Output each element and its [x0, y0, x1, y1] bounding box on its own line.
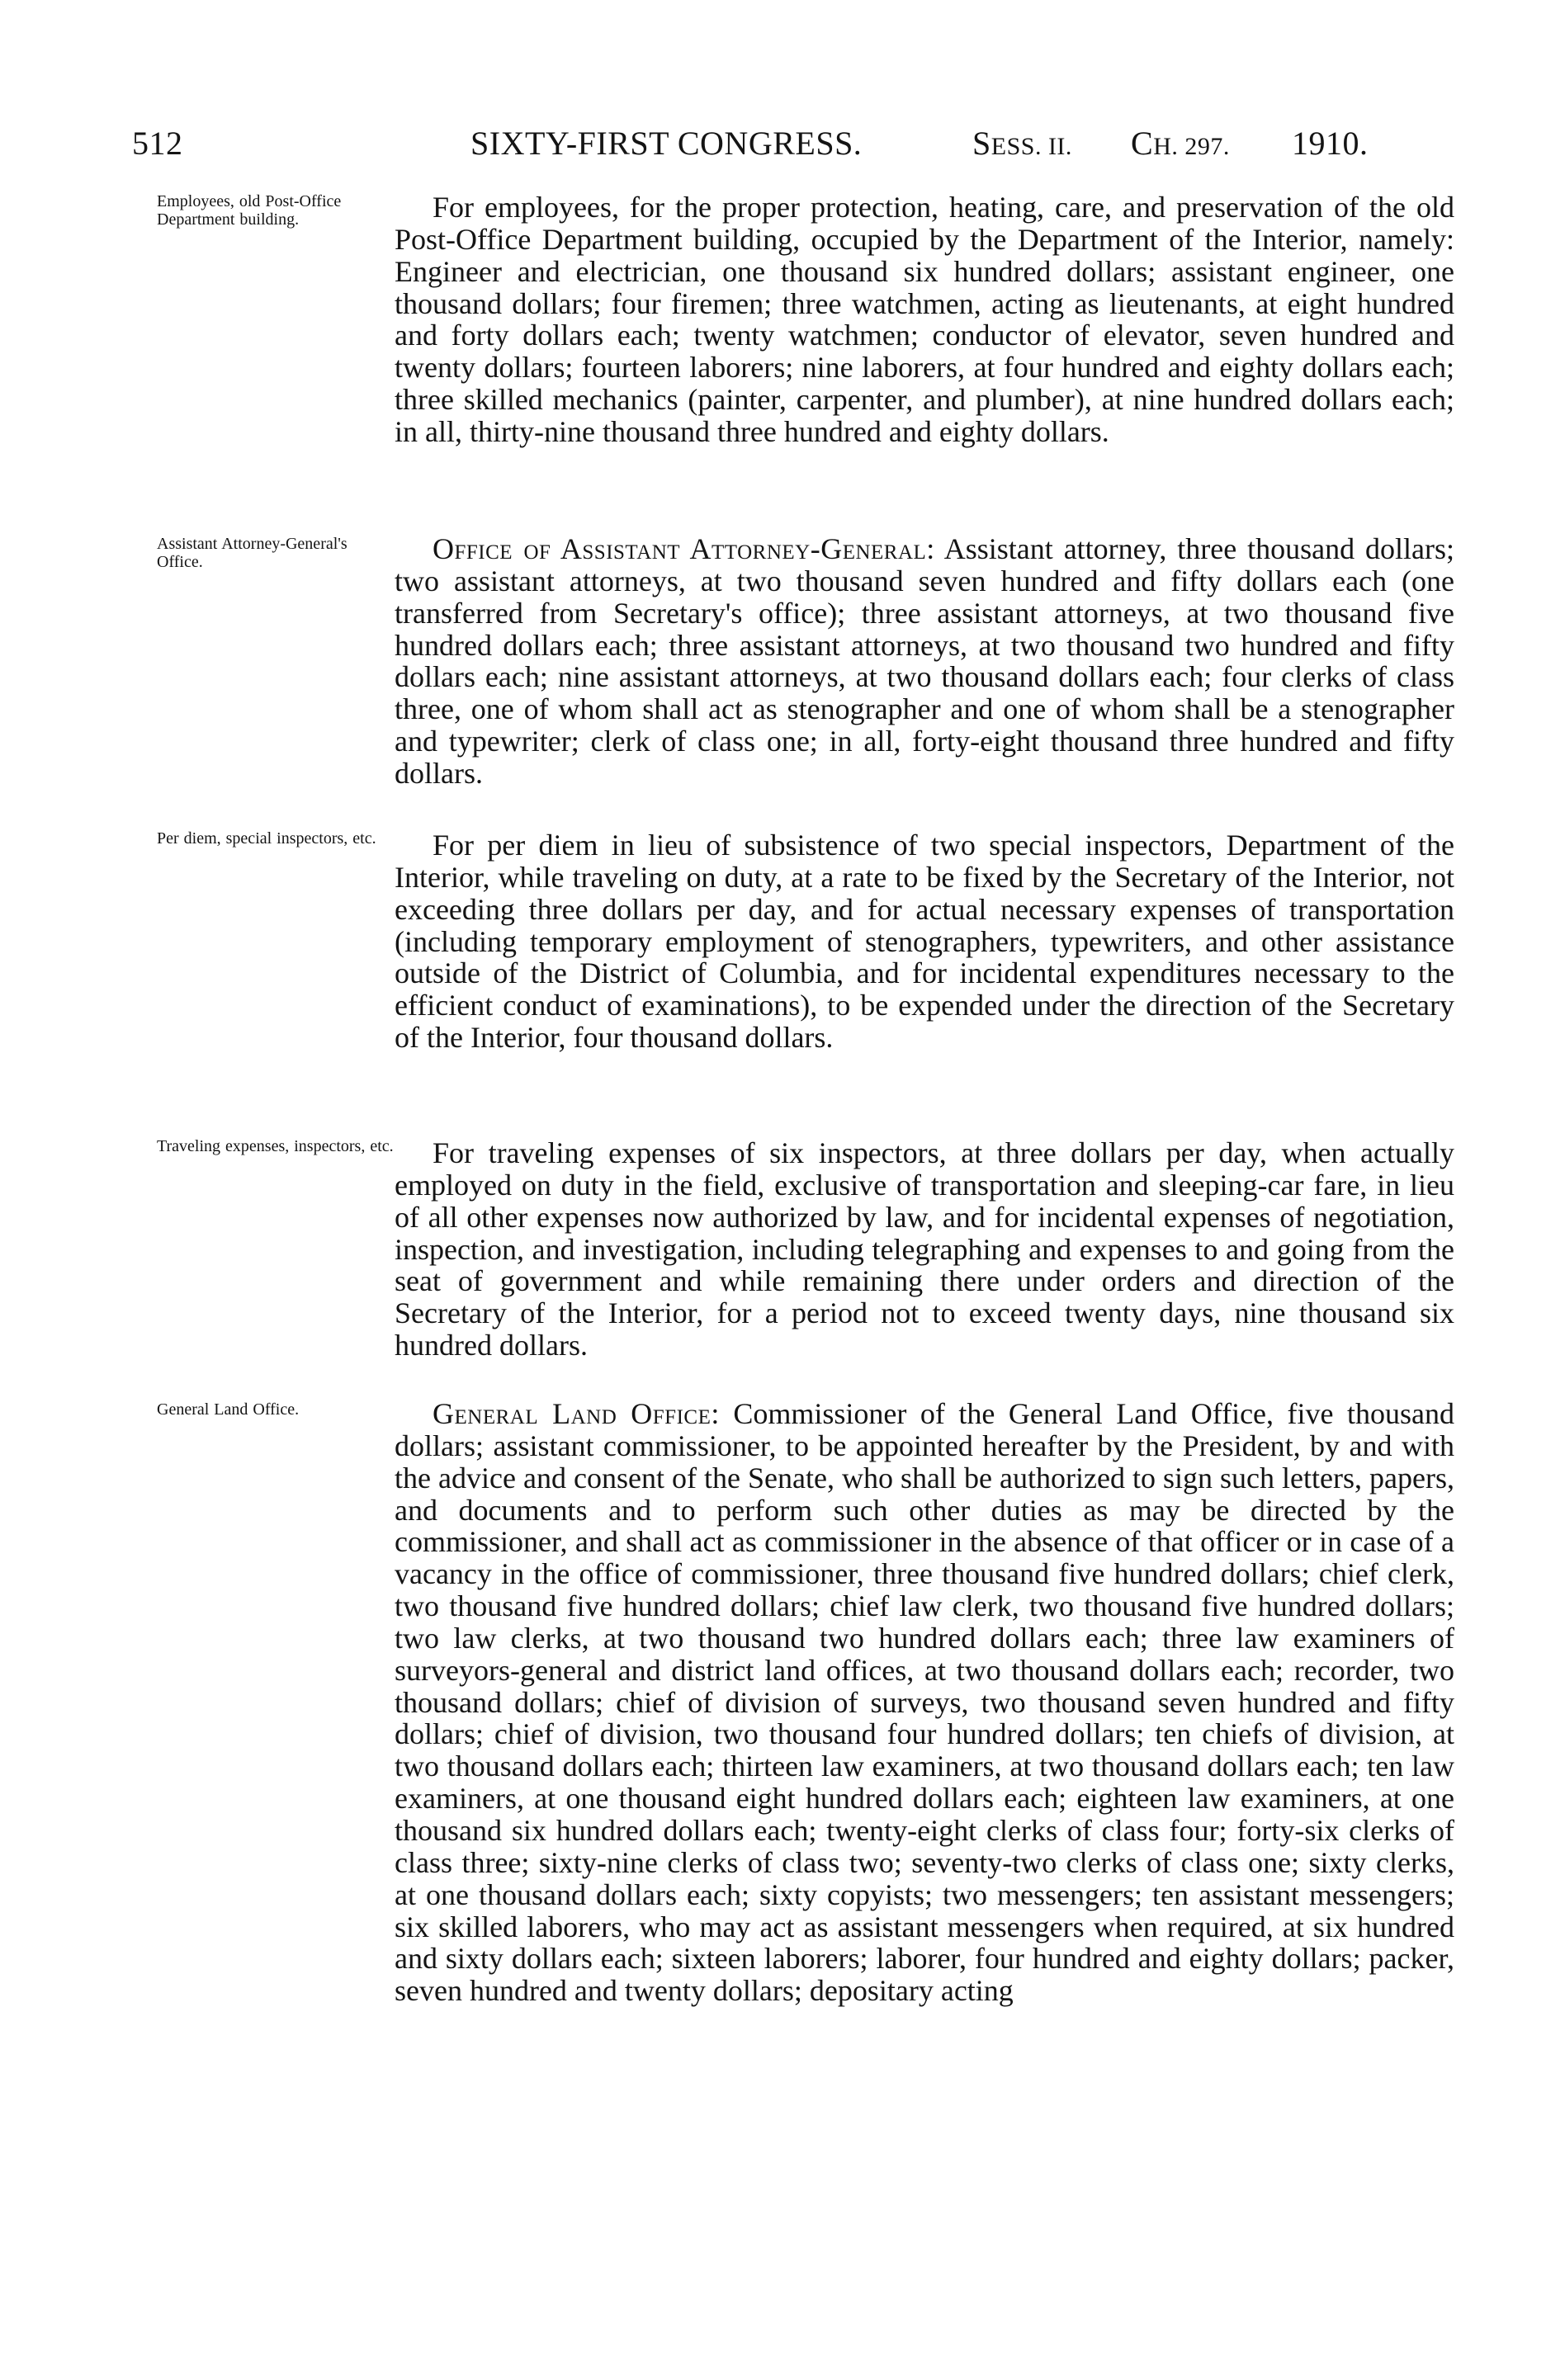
chapter-rest: H. 297. [1153, 133, 1230, 160]
margin-note-post-office-building: Employees, old Post-Office Department building. [157, 192, 342, 229]
paragraph-text: For traveling expenses of six inspectors, at three dollars per day, when actually employed on duty in the field, exclusive of transportation and sleeping-car fare, in lieu of all other expenses now authorized by law, and for incidental expenses of negotiation, inspection, and investigation, including telegraphing and expenses to and going from the seat of government and while remaining there under orders and direction of the Secretary of the Interior, for a period not to exceed twenty days, nine thousand six hundred dollars. [395, 1136, 1454, 1362]
section-heading: Office of Assistant Attorney-General: [433, 532, 935, 565]
margin-note-traveling-expenses: Traveling expenses, inspectors, etc. [157, 1137, 394, 1155]
margin-note-assistant-attorney-general: Assistant Attorney-General's Office. [157, 535, 347, 571]
paragraph-traveling-expenses [395, 1137, 1454, 1362]
year: 1910. [1292, 125, 1369, 162]
running-head [132, 124, 1453, 173]
chapter-initial: C [1131, 125, 1154, 162]
session [972, 124, 1072, 163]
congress-title: SIXTY-FIRST CONGRESS. [470, 125, 863, 162]
paragraph-general-land-office [395, 1398, 1454, 2007]
margin-note-general-land-office: General Land Office. [157, 1400, 300, 1419]
section-heading: General Land Office: [433, 1397, 720, 1430]
session-rest: ESS. II. [990, 133, 1072, 160]
paragraph-text: For employees, for the proper protection, heating, care, and preservation of the old Post-Office Department building, occupied by the Department of the Interior, namely: Engineer and electrician, one thousand six hundred dollars; assistant engineer, one thousand dollars; four firemen; three watchmen, acting as lieutenants, at eight hundred and forty dollars each; twenty watchmen; conductor of elevator, seven hundred and twenty dollars; fourteen laborers; nine laborers, at four hundred and eighty dollars each; three skilled mechanics (painter, carpenter, and plumber), at nine hundred dollars each; in all, thirty-nine thousand three hundred and eighty dollars. [395, 191, 1454, 448]
paragraph-text: Assistant attorney, three thousand dollars; two assistant attorneys, at two thousand seven hundred and fifty dollars each (one transferred from Secretary's office); three assistant attorneys, at two thousand five hundred dollars each; three assistant attorneys, at two thousand two hundred and fifty dollars each; nine assistant attorneys, at two thousand dollars each; four clerks of class three, one of whom shall act as stenographer and one of whom shall be a stenographer and typewriter; clerk of class one; in all, forty-eight thousand three hundred and fifty dollars. [395, 532, 1455, 790]
paragraph-assistant-attorney-general [395, 533, 1454, 790]
paragraph-text: Commissioner of the General Land Office, five thousand dollars; assistant commissioner, to be appointed hereafter by the President, by and with the advice and consent of the Senate, who shall be authorized to sign such letters, papers, and documents and to perform such other duties as may be directed by the commissioner, and shall act as commissioner in the absence of that officer or in case of a vacancy in the office of commissioner, three thousand five hundred dollars; chief clerk, two thousand five hundred dollars; chief law clerk, two thousand five hundred dollars; two law clerks, at two thousand two hundred dollars each; three law examiners of surveyors-general and district land offices, at two thousand dollars each; recorder, two thousand dollars; chief of division of surveys, two thousand seven hundred and fifty dollars; chief of division, two thousand four hundred dollars; ten chiefs of division, at two thousand dollars each; thirteen law examiners, at two thousand dollars each; ten law examiners, at one thousand eight hundred dollars each; eighteen law examiners, at one thousand six hundred dollars each; twenty-eight clerks of class four; forty-six clerks of class three; sixty-nine clerks of class two; seventy-two clerks of class one; sixty clerks, at one thousand dollars each; sixty copyists; two messengers; ten assistant messengers; six skilled laborers, who may act as assistant messengers when required, at six hundred and sixty dollars each; sixteen laborers; laborer, four hundred and eighty dollars; packer, seven hundred and twenty dollars; depositary acting [395, 1397, 1455, 2008]
chapter [1131, 124, 1230, 163]
paragraph-post-office-employees [395, 191, 1454, 448]
session-initial: S [972, 125, 991, 162]
paragraph-text: For per diem in lieu of subsistence of two special inspectors, Department of the Interior, while traveling on duty, at a rate to be fixed by the Secretary of the Interior, not exceeding three dollars per day, and for actual necessary expenses of transportation (including temporary employment of stenographers, typewriters, and other assistance outside of the District of Columbia, and for incidental expenditures necessary to the efficient conduct of examinations), to be expended under the direction of the Secretary of the Interior, four thousand dollars. [395, 829, 1454, 1055]
page-number: 512 [132, 125, 183, 162]
paragraph-per-diem [395, 829, 1454, 1054]
margin-note-per-diem: Per diem, special inspectors, etc. [157, 829, 376, 848]
